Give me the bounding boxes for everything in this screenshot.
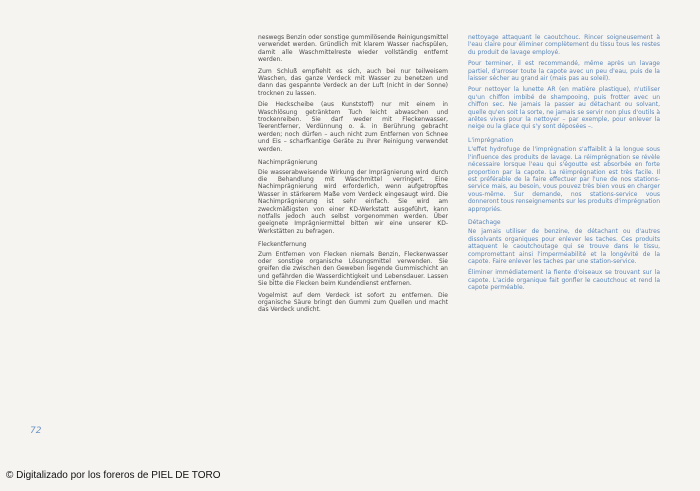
french-paragraph-bird-droppings: Éliminer immédiatement la fiente d'oiseaux se trouvant sur la capote. L'acide organique fait gonfler le caoutchouc et rend la capote perméable. [468,269,660,292]
german-heading-stain-removal: Fleckentfernung [258,241,307,249]
french-heading-impregnation: L'imprégnation [468,136,514,144]
german-heading-reimpregnation: Nachimprägnierung [258,159,318,167]
french-text-column [468,34,660,296]
scan-credit: © Digitalizado por los foreros de PIEL DE TORO [6,470,221,481]
french-paragraph-rear-window: Pour nettoyer la lunette AR (en matière plastique), n'utiliser qu'un chiffon imbibé de shampooing, puis frotter avec un chiffon sec. Ne jamais la passer au détachant ou solvant, quelle qu'en soit la sorte, ne jamais se servir non plus d'outils à arêtes vives pour la nettoyer – par exemple, pour enlever la neige ou la glace qui s'y sont déposées –. [468,86,660,131]
german-paragraph-rinse: neswegs Benzin oder sonstige gummilösende Reinigungsmittel verwendet werden. Gründlich mit klarem Wasser nachspülen, damit alle Waschmittelreste wieder vollständig entfernt werden. [258,34,448,64]
french-paragraph-impregnation: L'effet hydrofuge de l'imprégnation s'affaiblit à la longue sous l'influence des produits de lavage. La réimprégnation se révèle nécessaire lorsque l'eau qui s'égoutte est absorbée en forte proportion par la capote. La réimprégnation est très facile. Il est préférable de la faire effectuer par l'une de nos stations-service mais, au besoin, vous pouvez très bien vous en charger vous-même. Sur demande, nos stations-service vous donneront tous renseignements sur les produits d'imprégnation appropriés. [468,146,660,213]
german-paragraph-reimpregnation: Die wasserabweisende Wirkung der Imprägnierung wird durch die Behandlung mit Waschmittel verringert. Eine Nachimprägnierung wird erforderlich, wenn aufgetropftes Wasser in stärkerem Maße vom Verdeck eingesaugt wird. Die Nachimprägnierung ist sehr einfach. Sie wird am zweckmäßigsten von einer KD-Werkstatt ausgeführt, kann notfalls jedoch auch selbst vorgenommen werden. Über geeignete Imprägniermittel bitten wir eine unserer KD-Werkstätten zu befragen. [258,168,448,235]
german-paragraph-finish: Zum Schluß empfiehlt es sich, auch bei nur teilweisem Waschen, das ganze Verdeck mit Wasser zu benetzen und dann das gespannte Verdeck an der Luft (nicht in der Sonne) trocknen zu lassen. [258,67,448,97]
german-paragraph-stain-removal: Zum Entfernen von Flecken niemals Benzin, Fleckenwasser oder sonstige organische Lösungsmittel verwenden. Sie greifen die zwischen den Geweben liegende Gummischicht an und gefährden die Wasserdichtigkeit und Lebensdauer. Lassen Sie bitte die Flecken beim Kundendienst entfernen. [258,250,448,288]
german-paragraph-bird-droppings: Vogelmist auf dem Verdeck ist sofort zu entfernen. Die organische Säure bringt den Gummi zum Quellen und macht das Verdeck undicht. [258,291,448,314]
french-paragraph-stain-removal: Ne jamais utiliser de benzine, de détachant ou d'autres dissolvants organiques pour enlever les taches. Ces produits attaquent le caoutchoutage qui se trouve dans le tissu, compromettant ainsi l'imperméabilité et la longévité de la capote. Faire enlever les taches par une station-service. [468,228,660,265]
page-number: 72 [30,426,42,436]
french-paragraph-rinse: nettoyage attaquant le caoutchouc. Rincer soigneusement à l'eau claire pour éliminer complètement du tissu tous les restes du produit de lavage employé. [468,34,660,56]
french-heading-stain-removal: Détachage [468,218,501,226]
french-paragraph-finish: Pour terminer, il est recommandé, même après un lavage partiel, d'arroser toute la capote avec un peu d'eau, puis de la laisser sécher au grand air (mais pas au soleil). [468,60,660,83]
german-text-column [258,34,448,318]
german-paragraph-rear-window: Die Heckscheibe (aus Kunststoff) nur mit einem in Waschlösung getränktem Tuch leicht abwaschen und trockenreiben. Sie darf weder mit Fleckenwasser, Teerentferner, Verdünnung o. ä. in Berührung gebracht werden; noch dürfen – auch nicht zum Entfernen von Schnee und Eis – scharfkantige Geräte zu ihrer Reinigung verwendet werden. [258,101,448,153]
